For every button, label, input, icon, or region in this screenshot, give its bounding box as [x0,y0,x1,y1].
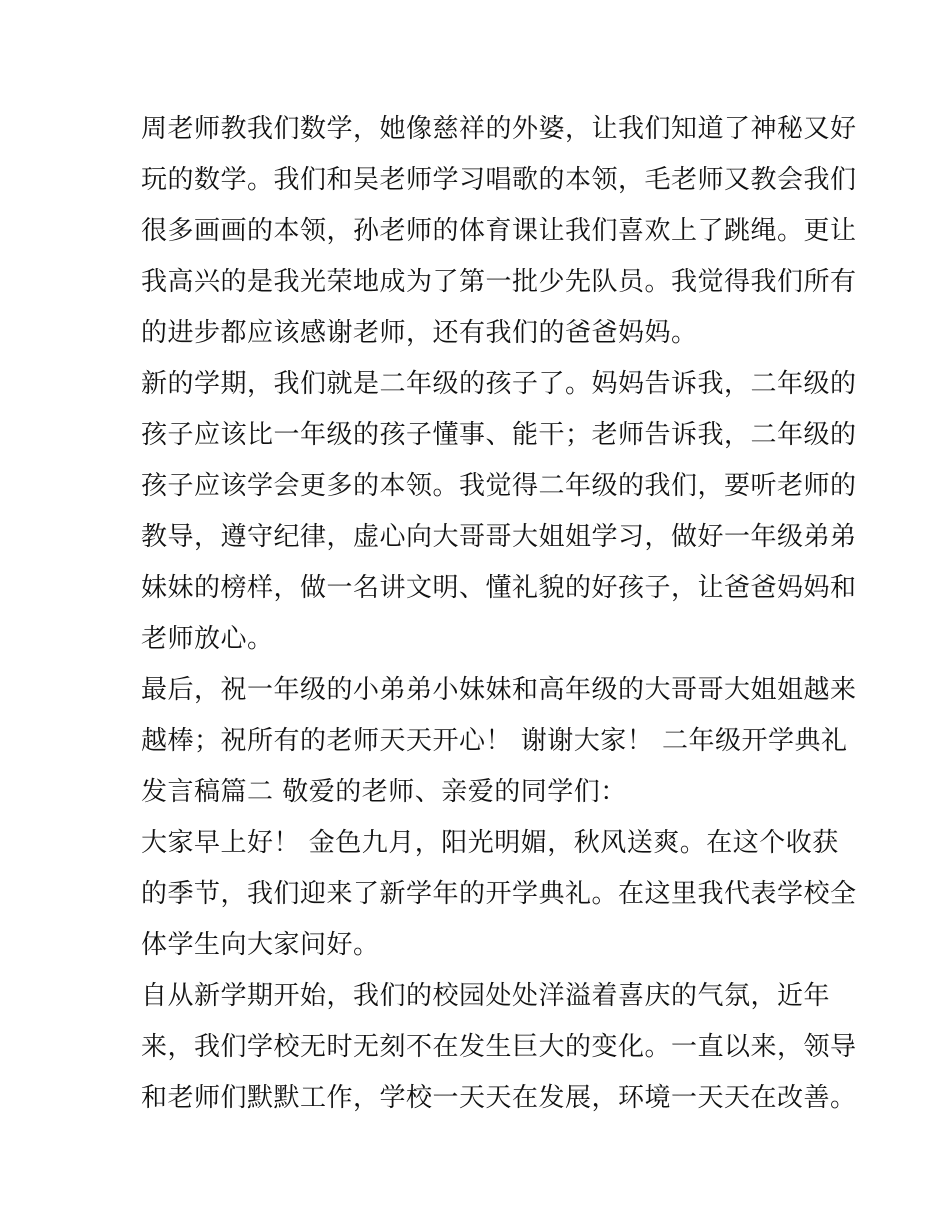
text-line: 孩子应该学会更多的本领。我觉得二年级的我们，要听老师的 [141,471,857,501]
text-line: 越棒；祝所有的老师天天开心！ 谢谢大家！ 二年级开学典礼 [141,726,848,756]
text-line: 我高兴的是我光荣地成为了第一批少先队员。我觉得我们所有 [141,267,857,297]
text-line: 来，我们学校无时无刻不在发生巨大的变化。一直以来，领导 [141,1032,857,1062]
text-line: 大家早上好！ 金色九月，阳光明媚，秋风送爽。在这个收获 [141,828,839,858]
text-line: 自从新学期开始，我们的校园处处洋溢着喜庆的气氛，近年 [141,981,831,1011]
text-line: 的季节，我们迎来了新学年的开学典礼。在这里我代表学校全 [141,879,857,909]
text-line: 孩子应该比一年级的孩子懂事、能干；老师告诉我，二年级的 [141,420,857,450]
text-line: 体学生向大家问好。 [141,930,380,960]
text-line: 最后，祝一年级的小弟弟小妹妹和高年级的大哥哥大姐姐越来 [141,675,857,705]
text-line: 玩的数学。我们和吴老师学习唱歌的本领，毛老师又教会我们 [141,165,857,195]
text-line: 教导，遵守纪律，虚心向大哥哥大姐姐学习，做好一年级弟弟 [141,522,857,552]
text-line: 和老师们默默工作，学校一天天在发展，环境一天天在改善。 [141,1083,857,1113]
text-line: 新的学期，我们就是二年级的孩子了。妈妈告诉我，二年级的 [141,369,857,399]
text-line: 很多画画的本领，孙老师的体育课让我们喜欢上了跳绳。更让 [141,216,857,246]
text-line: 妹妹的榜样，做一名讲文明、懂礼貌的好孩子，让爸爸妈妈和 [141,573,857,603]
text-line: 老师放心。 [141,624,274,654]
text-line: 发言稿篇二 敬爱的老师、亲爱的同学们： [141,777,627,807]
text-line: 的进步都应该感谢老师，还有我们的爸爸妈妈。 [141,318,698,348]
text-line: 周老师教我们数学，她像慈祥的外婆，让我们知道了神秘又好 [141,114,857,144]
document-body [141,104,857,1124]
